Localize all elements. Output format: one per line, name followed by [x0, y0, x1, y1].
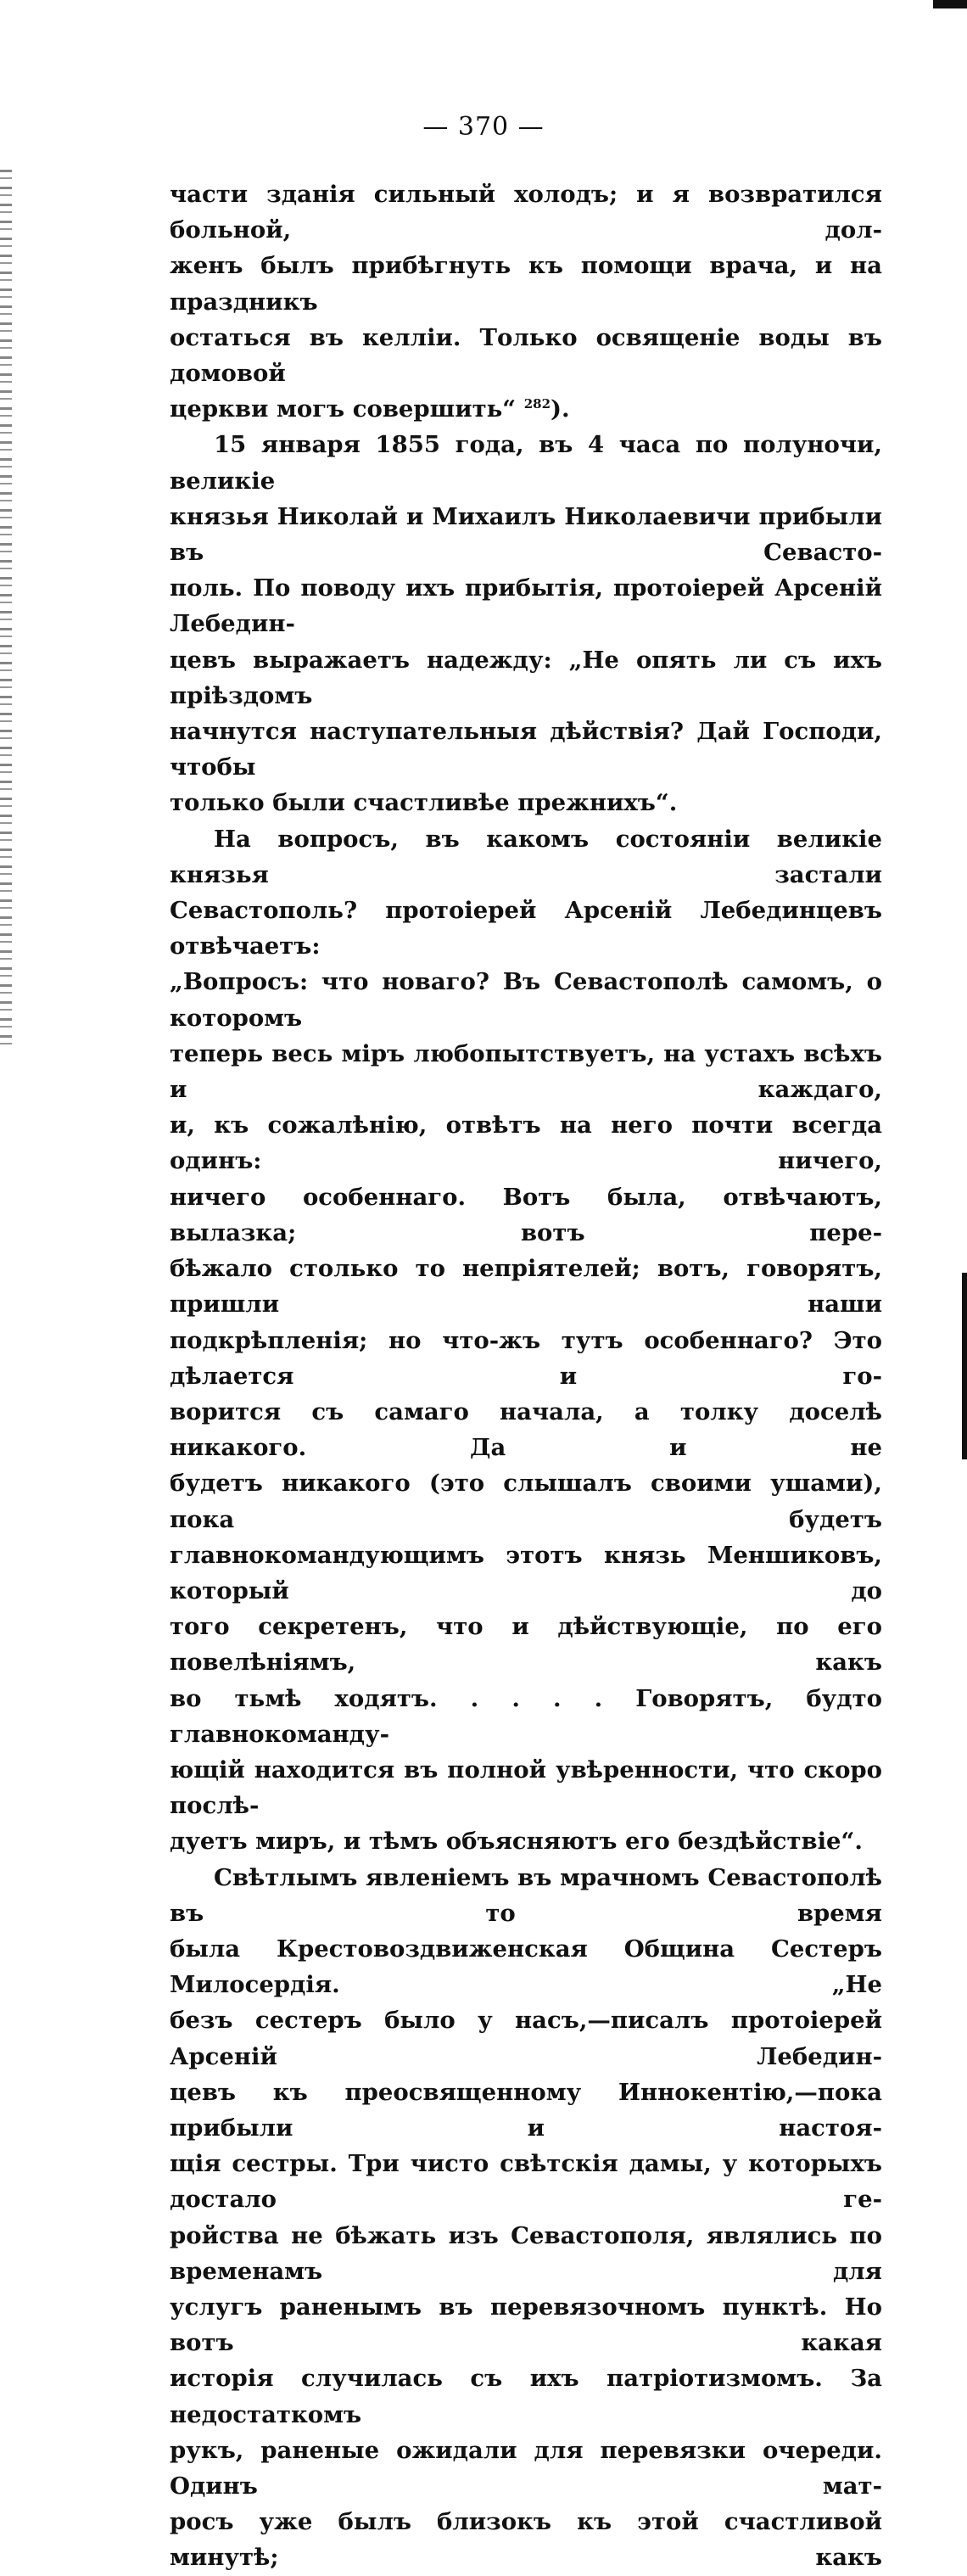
text-line: ничего особеннаго. Вотъ была, отвѣчаютъ, вылазка; вотъ пере-: [170, 1183, 882, 1246]
text-tail: ).: [551, 395, 570, 423]
paragraph-1: [170, 176, 882, 427]
text-line: дуетъ миръ, и тѣмъ объясняютъ его бездѣйствіе“.: [170, 1828, 863, 1856]
footnote-mark: 282: [523, 396, 551, 412]
text-line: ющій находится въ полной увѣренности, что скоро послѣ-: [170, 1756, 882, 1820]
text-line: во тьмѣ ходятъ. . . . . Говорятъ, будто главнокоманду-: [170, 1684, 882, 1748]
text-line: цевъ къ преосвященному Иннокентію,—пока прибыли и настоя-: [170, 2078, 882, 2142]
text-line: поль. По поводу ихъ прибытія, протоіерей Арсеній Лебедин-: [170, 574, 882, 638]
paragraph-2: [170, 427, 882, 820]
text-line: была Крестовоздвиженская Община Сестеръ Милосердія. „Не: [170, 1935, 882, 1999]
text-line: только были счастливѣе прежнихъ“.: [170, 789, 678, 817]
text-line-with-footnote: [170, 391, 882, 427]
scan-edge-artifact: [962, 1273, 967, 1459]
text-line: князья Николай и Михаилъ Николаевичи прибыли въ Севасто-: [170, 502, 882, 567]
text-line: подкрѣпленія; но что-жъ тутъ особеннаго? Это дѣлается и го-: [170, 1326, 882, 1390]
text-line: ворится съ самаго начала, а толку доселѣ никакого. Да и не: [170, 1397, 882, 1462]
text-line: цевъ выражаетъ надежду: „Не опять ли съ ихъ пріѣздомъ: [170, 646, 882, 709]
text-line: будетъ никакого (это слышалъ своими ушами), пока будетъ: [170, 1470, 882, 1533]
text-line: услугъ раненымъ въ перевязочномъ пунктѣ. Но вотъ какая: [170, 2293, 882, 2357]
text-line: остаться въ келліи. Только освященіе воды въ домовой: [170, 323, 882, 388]
page-number: — 370 —: [422, 112, 545, 142]
text-line: женъ былъ прибѣгнуть къ помощи врача, и на праздникъ: [170, 252, 882, 316]
text-line: рукъ, раненые ожидали для перевязки очереди. Одинъ мат-: [170, 2436, 882, 2500]
text-line: исторія случилась съ ихъ патріотизмомъ. За недостаткомъ: [170, 2365, 882, 2428]
text-line: части зданія сильный холодъ; и я возвратился больной, дол-: [170, 181, 882, 244]
text-line: Севастополь? протоіерей Арсеній Лебединцевъ отвѣчаетъ:: [170, 897, 882, 960]
text-line: теперь весь міръ любопытствуетъ, на устахъ всѣхъ и каждаго,: [170, 1039, 882, 1104]
paragraph-3: [170, 821, 882, 1860]
text-line: ройства не бѣжать изъ Севастополя, являлись по временамъ для: [170, 2221, 882, 2285]
text-line: 15 января 1855 года, въ 4 часа по полуночи, великіе: [170, 431, 882, 495]
text-line: начнутся наступательныя дѣйствія? Дай Господи, чтобы: [170, 718, 882, 781]
paragraph-4: [170, 1860, 882, 2576]
text-line: церкви могъ совершить“: [170, 395, 517, 423]
scan-edge-artifact: [0, 170, 12, 1052]
text-line: щія сестры. Три чисто свѣтскія дамы, у которыхъ достало ге-: [170, 2150, 882, 2214]
text-line: главнокомандующимъ этотъ князь Меншиковъ, который до: [170, 1541, 882, 1604]
body-text: [170, 176, 882, 2576]
text-line: росъ уже былъ близокъ къ этой счастливой минутѣ; какъ: [170, 2508, 882, 2572]
text-line: „Вопросъ: что новаго? Въ Севастополѣ самомъ, о которомъ: [170, 968, 882, 1032]
text-line: На вопросъ, въ какомъ состояніи великіе князья застали: [170, 825, 882, 888]
text-line: того секретенъ, что и дѣйствующіе, по его повелѣніямъ, какъ: [170, 1613, 882, 1677]
text-line: бѣжало столько то непріятелей; вотъ, говорятъ, пришли наши: [170, 1255, 882, 1319]
text-line: и, къ сожалѣнію, отвѣтъ на него почти всегда одинъ: ничего,: [170, 1112, 882, 1175]
text-line: Свѣтлымъ явленіемъ въ мрачномъ Севастополѣ въ то время: [170, 1863, 882, 1927]
scan-edge-artifact: [933, 0, 967, 8]
text-line: безъ сестеръ было у насъ,—писалъ протоіерей Арсеній Лебедин-: [170, 2007, 882, 2070]
